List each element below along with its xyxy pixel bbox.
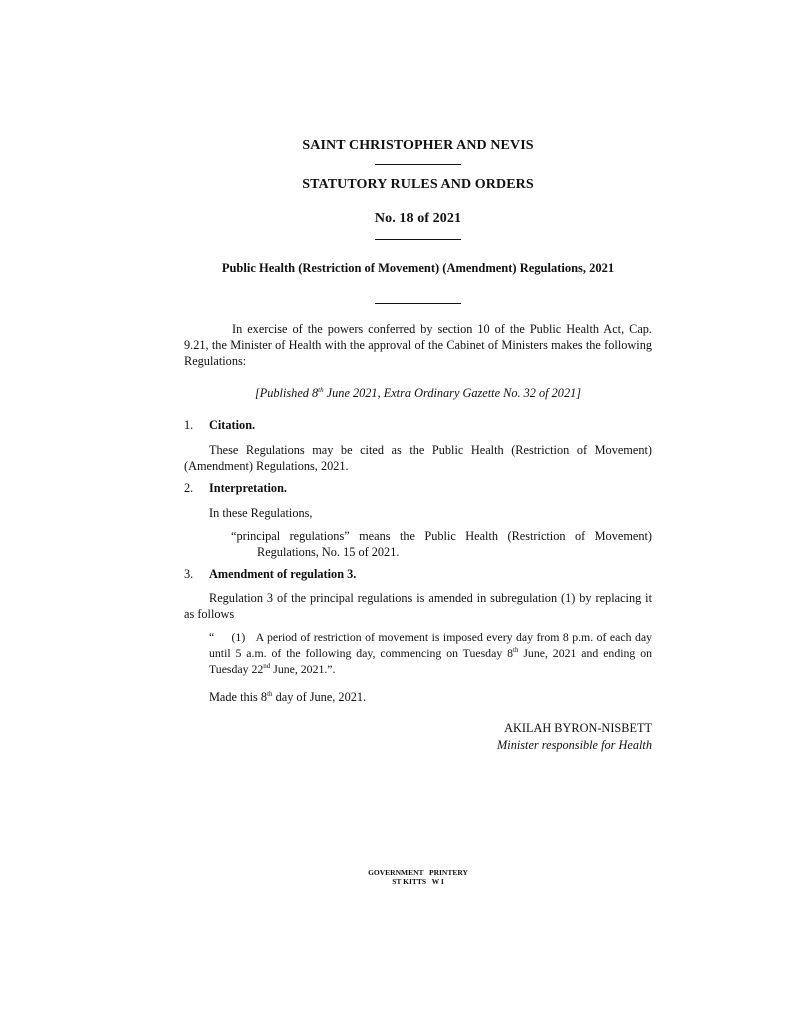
instrument-number: No. 18 of 2021	[374, 211, 462, 226]
signatory-role: Minister responsible for Health	[497, 738, 652, 752]
made-date: Made this 8th day of June, 2021.	[209, 689, 367, 704]
section-1-heading: Citation.	[209, 418, 256, 432]
signature-block	[452, 720, 652, 754]
section-2-number: 2.	[184, 481, 194, 495]
footer-line-2: ST KITTS W I	[392, 877, 444, 886]
section-2-intro: In these Regulations,	[209, 506, 313, 520]
section-1-number: 1.	[184, 418, 194, 432]
section-3-heading: Amendment of regulation 3.	[209, 567, 357, 581]
signatory-name: AKILAH BYRON-NISBETT	[504, 721, 652, 735]
amended-subregulation-quote: “ (1) A period of restriction of movement is imposed every day from 8 p.m. of each day until 5 a.m. of the following day, commencing on Tuesday 8th June, 2021 and ending on Tuesday 22nd June, 2021.”.	[209, 630, 652, 676]
publication-note: [Published 8th June 2021, Extra Ordinary Gazette No. 32 of 2021]	[254, 385, 582, 400]
section-2-definition: “principal regulations” means the Public Health (Restriction of Movement) Regulations, No. 15 of 2021.	[231, 529, 652, 559]
series-heading: STATUTORY RULES AND ORDERS	[302, 177, 534, 192]
section-2-heading: Interpretation.	[209, 481, 287, 495]
regulation-title: Public Health (Restriction of Movement) (Amendment) Regulations, 2021	[221, 261, 615, 275]
header-divider-3	[375, 303, 461, 304]
section-1-text: These Regulations may be cited as the Public Health (Restriction of Movement) (Amendment) Regulations, 2021.	[184, 443, 652, 473]
printer-footer	[0, 868, 791, 886]
section-3-text: Regulation 3 of the principal regulations is amended in subregulation (1) by replacing it as follows	[184, 591, 652, 621]
country-heading: SAINT CHRISTOPHER AND NEVIS	[302, 138, 534, 153]
footer-line-1: GOVERNMENT PRINTERY	[368, 868, 468, 877]
section-3-number: 3.	[184, 567, 194, 581]
header-divider-2	[375, 239, 461, 240]
preamble: In exercise of the powers conferred by section 10 of the Public Health Act, Cap. 9.21, the Minister of Health with the approval of the Cabinet of Ministers makes the following Regulations:	[184, 322, 652, 368]
header-divider-1	[375, 164, 461, 165]
